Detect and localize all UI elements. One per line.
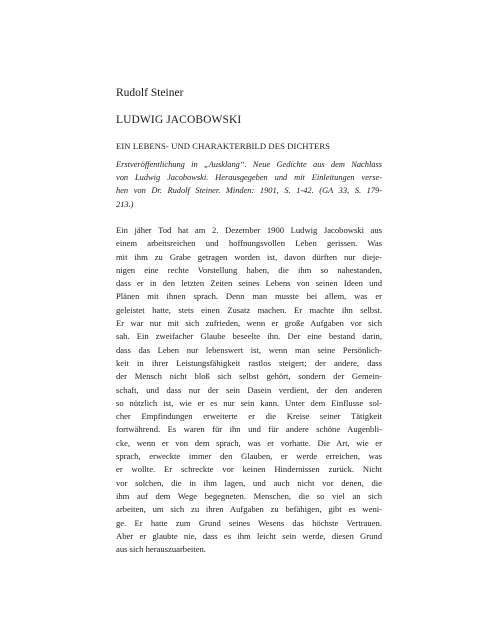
body-line: Plänen mit ihnen sprach. Denn man musste bei allem, was er — [116, 291, 382, 302]
body-line: aus sich herauszuarbeiten. — [116, 544, 206, 555]
publication-note — [116, 158, 382, 211]
body-paragraph — [116, 224, 382, 556]
body-line: ihm auf dem Wege begegneten. Menschen, die so viel an sich — [116, 490, 382, 501]
body-line: geleistet hatte, stets einen Zusatz machen. Er machte ihn selbst. — [116, 304, 382, 315]
body-line: cke, wenn er von dem sprach, was er vorhatte. Die Art, wie er — [116, 437, 382, 448]
body-line: so nützlich ist, wie er es nur sein kann. Unter dem Einflusse sol- — [116, 397, 382, 408]
body-line: Er war nur mit sich zufrieden, wenn er große Aufgaben vor sich — [116, 318, 382, 329]
note-line: hen von Dr. Rudolf Steiner. Minden: 1901, S. 1-42. (GA 33, S. 179- — [116, 186, 382, 196]
body-line: cher Empfindungen erweiterte er die Kreise seiner Tätigkeit — [116, 411, 382, 422]
body-line: Aber er glaubte nie, dass es ihm leicht sein werde, diesen Grund — [116, 530, 382, 541]
body-line: nigen eine rechte Vorstellung haben, die ihm so nahestanden, — [116, 264, 382, 275]
body-line: sprach, erweckte immer den Glauben, er werde erreichen, was — [116, 451, 382, 462]
body-line: schaft, und dass nur der sein Dasein verdient, der den anderen — [116, 384, 382, 395]
body-line: vor solchen, die in ihm lagen, und auch nicht vor denen, die — [116, 477, 382, 488]
body-line: arbeiten, um sich zu ihren Aufgaben zu befähigen, gibt es weni- — [116, 504, 382, 515]
work-subtitle: EIN LEBENS- UND CHARAKTERBILD DES DICHTERS — [116, 141, 331, 151]
body-line: fortwährend. Es waren für ihn und für andere schöne Augenbli- — [116, 424, 382, 435]
body-line: der Mensch nicht bloß sich selbst gehört, sondern der Gemein- — [116, 371, 382, 382]
body-line: ge. Er hatte zum Grund seines Wesens das höchste Vertrauen. — [116, 517, 382, 528]
body-line: sah. Ein zweifacher Glaube beseelte ihn. Der eine bestand darin, — [116, 331, 382, 342]
author-name: Rudolf Steiner — [116, 87, 184, 99]
body-line: mit ihm zu Grabe getragen worden ist, davon dürften nur dieje- — [116, 251, 382, 262]
note-line: 213.) — [116, 199, 134, 209]
body-line: einem arbeitsreichen und hoffnungsvollen Leben gerissen. Was — [116, 238, 382, 249]
note-line: von Ludwig Jacobowski. Herausgegeben und mit Einleitungen verse- — [116, 173, 382, 183]
body-line: er wollte. Er schreckte vor keinen Hindernissen zurück. Nicht — [116, 464, 382, 475]
body-line: keit in ihrer Leistungsfähigkeit rastlos steigert; der andere, dass — [116, 357, 382, 368]
note-line: Erstveröffentlichung in „Ausklang“. Neue Gedichte aus dem Nachlass — [116, 160, 382, 169]
body-line: dass das Leben nur lebenswert ist, wenn man seine Persönlich- — [116, 344, 382, 355]
work-title: LUDWIG JACOBOWSKI — [116, 114, 242, 126]
body-line: Ein jäher Tod hat am 2. Dezember 1900 Ludwig Jacobowski aus — [116, 225, 382, 235]
body-line: dass er in den letzten Zeiten seines Lebens von seinen Ideen und — [116, 278, 382, 289]
